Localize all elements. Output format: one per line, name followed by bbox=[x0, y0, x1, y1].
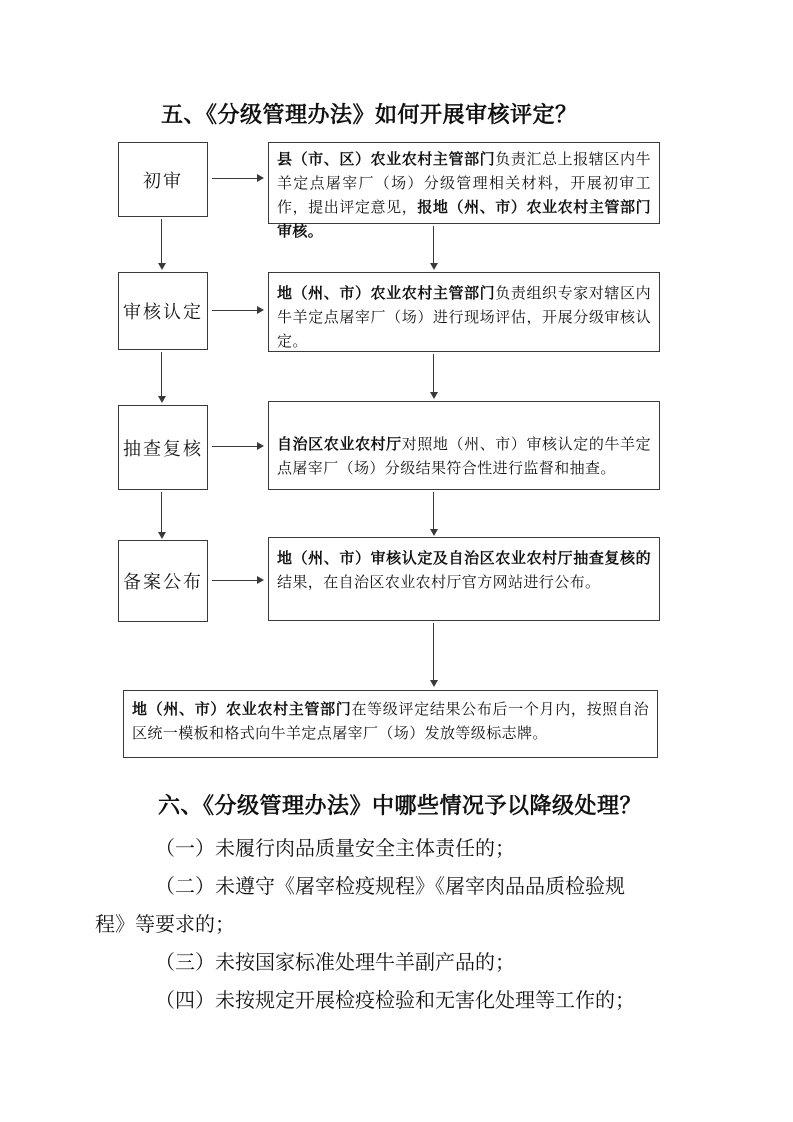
list-item: （四）未按规定开展检疫检验和无害化处理等工作的； bbox=[155, 990, 635, 1012]
arrow-down-icon bbox=[433, 623, 434, 680]
arrow-right-icon bbox=[212, 178, 262, 179]
arrow-down-icon bbox=[433, 226, 434, 263]
flow-result-box bbox=[123, 690, 658, 758]
flow-step-label: 初审 bbox=[143, 170, 183, 191]
arrow-down-icon bbox=[433, 354, 434, 392]
flow-step-box-initial-review bbox=[118, 142, 208, 217]
flow-detail-box-review-confirm bbox=[268, 272, 660, 352]
flow-result-text: 地（州、市）农业农村主管部门在等级评定结果公布后一个月内，按照自治区统一模板和格式向牛羊定点屠宰厂（场）发放等级标志牌。 bbox=[132, 702, 649, 742]
arrow-down-icon bbox=[161, 492, 162, 532]
arrow-right-icon bbox=[212, 310, 262, 311]
flow-detail-text: 县（市、区）农业农村主管部门负责汇总上报辖区内牛羊定点屠宰厂（场）分级管理相关材料，开展初审工作，提出评定意见，报地（州、市）农业农村主管部门审核。 bbox=[277, 152, 651, 240]
list-item: （一）未履行肉品质量安全主体责任的； bbox=[155, 838, 515, 860]
list-item: （二）未遵守《屠宰检疫规程》《屠宰肉品品质检验规程》等要求的； bbox=[95, 876, 625, 936]
flow-step-box-spot-check bbox=[118, 405, 208, 490]
flow-step-box-record-publish bbox=[118, 540, 208, 622]
flow-detail-box-spot-check bbox=[268, 401, 660, 490]
flow-detail-text: 地（州、市）审核认定及自治区农业农村厅抽查复核的结果，在自治区农业农村厅官方网站进行公布。 bbox=[277, 551, 651, 591]
section5-title: 五、《分级管理办法》如何开展审核评定？ bbox=[161, 102, 578, 127]
arrow-right-icon bbox=[212, 580, 262, 581]
arrow-down-icon bbox=[161, 219, 162, 263]
flow-step-label: 备案公布 bbox=[123, 572, 203, 592]
flow-detail-box-record-publish bbox=[268, 537, 660, 621]
flow-detail-text: 自治区农业农村厅对照地（州、市）审核认定的牛羊定点屠宰厂（场）分级结果符合性进行监督和抽查。 bbox=[277, 437, 651, 477]
section6-item-list bbox=[95, 830, 647, 1020]
arrow-right-icon bbox=[212, 446, 262, 447]
section6-title: 六、《分级管理办法》中哪些情况予以降级处理？ bbox=[158, 793, 643, 818]
flow-step-label: 抽查复核 bbox=[123, 438, 203, 459]
arrow-down-icon bbox=[161, 352, 162, 396]
list-item: （三）未按国家标准处理牛羊副产品的； bbox=[155, 952, 515, 974]
flow-step-label: 审核认定 bbox=[123, 302, 203, 322]
flow-detail-text: 地（州、市）农业农村主管部门负责组织专家对辖区内牛羊定点屠宰厂（场）进行现场评估，开展分级审核认定。 bbox=[277, 286, 651, 350]
flow-detail-box-initial-review bbox=[268, 142, 660, 240]
flow-step-box-review-confirm bbox=[118, 272, 208, 350]
arrow-down-icon bbox=[433, 492, 434, 529]
